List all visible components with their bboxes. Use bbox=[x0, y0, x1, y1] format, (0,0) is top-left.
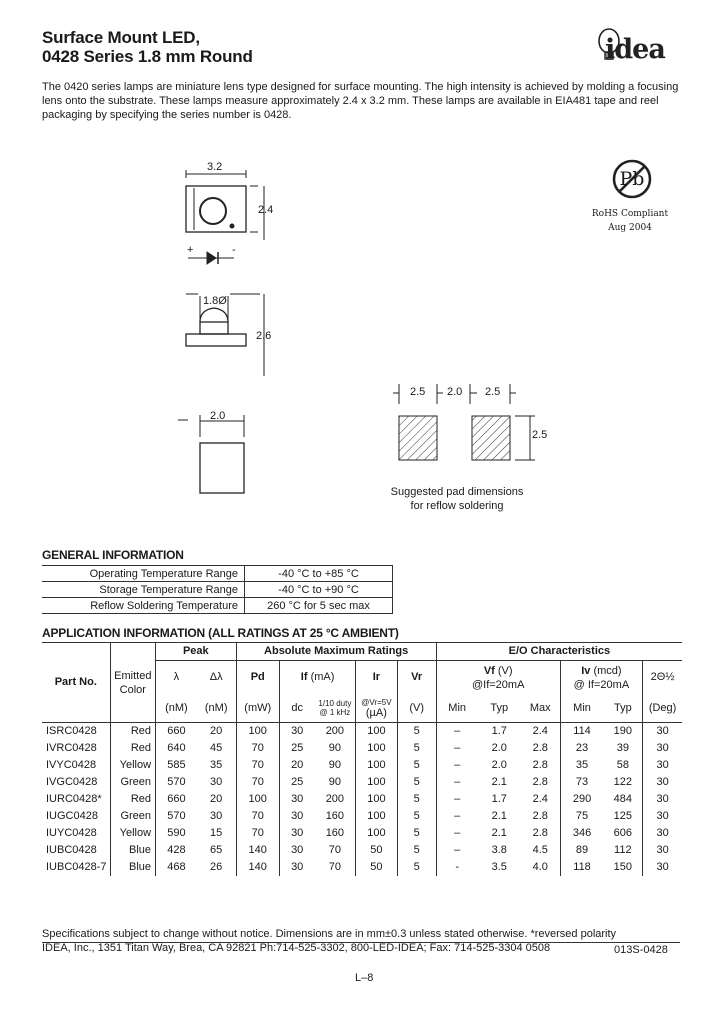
table-cell: 346 bbox=[572, 827, 592, 839]
pad-caption-2: for reflow soldering bbox=[410, 500, 504, 512]
pad-dim-right: 2.5 bbox=[485, 386, 501, 398]
table-row bbox=[42, 808, 682, 825]
table-cell: 2.8 bbox=[521, 740, 560, 757]
table-cell: 26 bbox=[197, 859, 236, 876]
general-label: Storage Temperature Range bbox=[42, 582, 245, 598]
table-cell: 23 bbox=[575, 742, 589, 754]
table-cell: 5 bbox=[397, 825, 436, 842]
table-cell: 15 bbox=[197, 825, 236, 842]
table-cell: - bbox=[455, 861, 459, 873]
table-cell: IUBC0428-7 bbox=[42, 859, 110, 876]
hdr-if bbox=[279, 661, 355, 695]
table-cell: 2.1 bbox=[491, 827, 507, 839]
table-row bbox=[42, 791, 682, 808]
table-row bbox=[42, 740, 682, 757]
table-cell: 122 bbox=[603, 774, 642, 791]
table-cell: – bbox=[454, 810, 461, 822]
table-cell: IVYC0428 bbox=[42, 757, 110, 774]
table-cell: 70 bbox=[314, 842, 355, 859]
table-cell: 58 bbox=[603, 757, 642, 774]
intro-paragraph: The 0420 series lamps are miniature lens type designed for surface mounting. The high intensity is achieved by molding a focusing lens onto the substrate. These lamps measure approximately 2.4 x 3.2 mm. These lamps are available in EIA481 tape and reel packaging by specifying the series number is 0428. bbox=[42, 81, 679, 121]
hdr-vf bbox=[436, 661, 560, 695]
table-cell: IUBC0428 bbox=[42, 842, 110, 859]
table-cell: 2.8 bbox=[521, 774, 560, 791]
rohs-compliant: RoHS Compliant bbox=[591, 209, 669, 219]
table-cell: 468 bbox=[167, 861, 186, 873]
hdr-emitted: Emitted bbox=[114, 669, 152, 682]
table-cell: 30 bbox=[643, 723, 682, 741]
unit-duty-2: @ 1 kHz bbox=[319, 708, 351, 718]
hdr-abs-max: Absolute Maximum Ratings bbox=[236, 643, 436, 661]
table-cell: 20 bbox=[291, 759, 304, 771]
polarity-minus: - bbox=[232, 244, 236, 256]
dim-top-width: 3.2 bbox=[207, 161, 223, 173]
hdr-vf-unit: (V) bbox=[497, 664, 513, 677]
unit-ir-2: (µA) bbox=[365, 707, 387, 720]
pad-dim-left: 2.5 bbox=[410, 386, 426, 398]
table-cell: 290 bbox=[572, 793, 592, 805]
hdr-pd: Pd bbox=[236, 661, 279, 695]
table-cell: 125 bbox=[603, 808, 642, 825]
table-cell: 30 bbox=[656, 861, 669, 873]
table-cell: 30 bbox=[656, 793, 669, 805]
general-value: 260 °C for 5 sec max bbox=[245, 598, 393, 614]
unit-vf-max: Max bbox=[521, 695, 560, 723]
table-cell: – bbox=[454, 793, 461, 805]
logo-text: idea bbox=[605, 34, 665, 65]
hdr-vf-cond: @If=20mA bbox=[471, 678, 525, 691]
table-cell: 5 bbox=[397, 757, 436, 774]
pad-dim-height: 2.5 bbox=[532, 429, 548, 441]
table-cell: 190 bbox=[603, 723, 642, 741]
unit-vf-typ: Typ bbox=[490, 701, 509, 714]
table-cell: Yellow bbox=[110, 757, 155, 774]
unit-deg: (Deg) bbox=[648, 701, 677, 714]
table-cell: 590 bbox=[167, 827, 186, 839]
table-cell: – bbox=[454, 742, 461, 754]
table-cell: 200 bbox=[314, 723, 355, 741]
table-cell: 100 bbox=[236, 723, 279, 741]
table-cell: 25 bbox=[291, 742, 304, 754]
general-heading: GENERAL INFORMATION bbox=[42, 548, 184, 562]
table-cell: IUGC0428 bbox=[42, 808, 110, 825]
table-cell: IVRC0428 bbox=[42, 740, 110, 757]
table-cell: 2.1 bbox=[491, 776, 507, 788]
table-cell: 428 bbox=[167, 844, 186, 856]
table-cell: 2.8 bbox=[521, 825, 560, 842]
table-cell: 2.8 bbox=[521, 808, 560, 825]
table-cell: 30 bbox=[656, 810, 669, 822]
hdr-part-no: Part No. bbox=[42, 643, 110, 723]
table-cell: 50 bbox=[356, 859, 397, 876]
table-cell: 89 bbox=[575, 844, 589, 856]
table-cell: Green bbox=[110, 808, 155, 825]
page-number: L–8 bbox=[355, 972, 374, 984]
table-cell: 606 bbox=[603, 825, 642, 842]
idea-logo bbox=[596, 24, 676, 70]
table-cell: 160 bbox=[314, 808, 355, 825]
table-cell: – bbox=[454, 827, 461, 839]
table-cell: 70 bbox=[314, 859, 355, 876]
hdr-lambda: λ bbox=[173, 671, 180, 684]
table-cell: 20 bbox=[197, 791, 236, 808]
table-cell: 30 bbox=[279, 723, 314, 741]
hdr-emitted-color bbox=[110, 643, 155, 723]
unit-iv-min: Min bbox=[573, 701, 591, 714]
title-line-2: 0428 Series 1.8 mm Round bbox=[42, 47, 253, 66]
dim-lens-dia: 1.8Ø bbox=[203, 295, 227, 307]
hdr-ir: Ir bbox=[356, 661, 397, 695]
footer-address: IDEA, Inc., 1351 Titan Way, Brea, CA 92821 Ph:714-525-3302, 800-LED-IDEA; Fax: 714-525-3304 0508 bbox=[42, 942, 551, 954]
table-cell: 70 bbox=[236, 825, 279, 842]
unit-lambda: (nM) bbox=[165, 701, 188, 714]
table-cell: 30 bbox=[291, 861, 304, 873]
table-cell: 90 bbox=[314, 757, 355, 774]
table-cell: 20 bbox=[197, 723, 236, 741]
table-cell: 5 bbox=[397, 842, 436, 859]
table-cell: 30 bbox=[291, 827, 304, 839]
table-cell: 30 bbox=[291, 810, 304, 822]
table-cell: 70 bbox=[236, 757, 279, 774]
table-cell: 30 bbox=[656, 827, 669, 839]
table-cell: Blue bbox=[110, 859, 155, 876]
table-cell: 5 bbox=[397, 723, 436, 741]
table-cell: 35 bbox=[197, 757, 236, 774]
pad-dim-gap: 2.0 bbox=[447, 386, 463, 398]
table-cell: IVGC0428 bbox=[42, 774, 110, 791]
hdr-iv-unit: (mcd) bbox=[593, 664, 622, 677]
table-cell: 660 bbox=[156, 723, 197, 741]
hdr-vr: Vr bbox=[397, 661, 436, 695]
table-cell: 45 bbox=[197, 740, 236, 757]
footer-doc-code: 013S-0428 bbox=[614, 944, 668, 956]
general-value: -40 °C to +85 °C bbox=[245, 566, 393, 582]
dim-top-height: 2.4 bbox=[258, 204, 274, 216]
table-cell: – bbox=[436, 723, 477, 741]
table-cell: 30 bbox=[656, 742, 669, 754]
unit-dlambda: (nM) bbox=[197, 695, 236, 723]
table-cell: 50 bbox=[356, 842, 397, 859]
table-cell: Red bbox=[110, 723, 155, 741]
table-cell: 100 bbox=[356, 825, 397, 842]
table-cell: 1.7 bbox=[478, 723, 521, 741]
application-rows bbox=[42, 723, 682, 877]
table-cell: 100 bbox=[356, 757, 397, 774]
footer-note: Specifications subject to change without notice. Dimensions are in mm±0.3 unless stated otherwise. *reversed polarity bbox=[42, 928, 617, 940]
table-row bbox=[42, 774, 682, 791]
general-row bbox=[42, 566, 393, 582]
table-cell: 35 bbox=[575, 759, 589, 771]
table-cell: 4.5 bbox=[521, 842, 560, 859]
table-cell: 114 bbox=[560, 723, 603, 741]
table-cell: Blue bbox=[110, 842, 155, 859]
table-cell: 150 bbox=[603, 859, 642, 876]
table-cell: 100 bbox=[356, 791, 397, 808]
hdr-iv-label: Iv bbox=[581, 664, 591, 677]
general-label: Reflow Soldering Temperature bbox=[42, 598, 245, 614]
unit-dc: dc bbox=[291, 701, 303, 714]
table-cell: – bbox=[454, 844, 461, 856]
table-cell: 30 bbox=[291, 844, 304, 856]
table-cell: 2.0 bbox=[491, 759, 507, 771]
general-value: -40 °C to +90 °C bbox=[245, 582, 393, 598]
table-cell: 30 bbox=[197, 774, 236, 791]
title-line-1: Surface Mount LED, bbox=[42, 28, 200, 47]
unit-ir bbox=[356, 695, 397, 723]
table-cell: 75 bbox=[575, 810, 589, 822]
table-cell: IURC0428* bbox=[42, 791, 110, 808]
unit-vr: (V) bbox=[397, 695, 436, 723]
application-table bbox=[42, 642, 682, 876]
table-cell: 30 bbox=[656, 776, 669, 788]
table-cell: 1.7 bbox=[491, 793, 507, 805]
dim-side-height: 2.6 bbox=[256, 330, 272, 342]
table-cell: 30 bbox=[197, 808, 236, 825]
table-cell: 30 bbox=[656, 759, 669, 771]
table-row bbox=[42, 825, 682, 842]
general-row bbox=[42, 582, 393, 598]
unit-iv-typ: Typ bbox=[603, 695, 642, 723]
unit-duty-1: 1/10 duty bbox=[318, 699, 352, 709]
table-cell: 70 bbox=[236, 740, 279, 757]
table-cell: 30 bbox=[291, 793, 304, 805]
table-cell: Red bbox=[110, 791, 155, 808]
table-cell: – bbox=[454, 776, 461, 788]
table-cell: 112 bbox=[603, 842, 642, 859]
hdr-iv bbox=[560, 661, 643, 695]
unit-vf-min: Min bbox=[448, 701, 467, 714]
hdr-color: Color bbox=[119, 683, 146, 696]
table-cell: 140 bbox=[236, 859, 279, 876]
table-cell: 2.1 bbox=[491, 810, 507, 822]
unit-duty bbox=[314, 695, 355, 723]
rohs-date: Aug 2004 bbox=[608, 223, 652, 233]
table-cell: 70 bbox=[236, 808, 279, 825]
table-cell: 570 bbox=[167, 810, 186, 822]
page-title bbox=[42, 28, 253, 66]
table-cell: 660 bbox=[167, 793, 186, 805]
rohs-pb-symbol: Pb bbox=[619, 168, 645, 190]
table-cell: 2.8 bbox=[521, 757, 560, 774]
unit-ir-1: @Vr=5V bbox=[361, 698, 392, 708]
table-row bbox=[42, 757, 682, 774]
hdr-iv-cond: @ If=20mA bbox=[573, 678, 630, 691]
table-cell: 90 bbox=[314, 774, 355, 791]
general-table bbox=[42, 565, 393, 614]
table-cell: 3.8 bbox=[491, 844, 507, 856]
table-cell: 118 bbox=[573, 861, 591, 873]
table-cell: 5 bbox=[397, 791, 436, 808]
table-row bbox=[42, 723, 682, 741]
table-cell: 73 bbox=[575, 776, 589, 788]
table-cell: 100 bbox=[356, 740, 397, 757]
table-cell: ISRC0428 bbox=[42, 723, 110, 741]
table-cell: 39 bbox=[603, 740, 642, 757]
table-cell: 5 bbox=[397, 808, 436, 825]
table-cell: 200 bbox=[314, 791, 355, 808]
dim-bottom-width: 2.0 bbox=[210, 410, 226, 422]
table-cell: 4.0 bbox=[521, 859, 560, 876]
table-cell: 3.5 bbox=[491, 861, 507, 873]
table-cell: Green bbox=[110, 774, 155, 791]
table-cell: 585 bbox=[167, 759, 186, 771]
hdr-theta: 2Θ½ bbox=[650, 671, 675, 684]
table-cell: 100 bbox=[356, 723, 397, 741]
table-cell: 30 bbox=[656, 844, 669, 856]
table-cell: 5 bbox=[397, 859, 436, 876]
table-row bbox=[42, 842, 682, 859]
general-label: Operating Temperature Range bbox=[42, 566, 245, 582]
hdr-peak: Peak bbox=[156, 643, 237, 661]
hdr-if-label: If bbox=[300, 671, 308, 684]
table-cell: Red bbox=[110, 740, 155, 757]
hdr-dlambda: Δλ bbox=[197, 661, 236, 695]
table-cell: 484 bbox=[603, 791, 642, 808]
table-cell: 5 bbox=[397, 774, 436, 791]
table-cell: 65 bbox=[197, 842, 236, 859]
table-cell: 5 bbox=[397, 740, 436, 757]
table-cell: 25 bbox=[291, 776, 304, 788]
polarity-plus: + bbox=[187, 244, 194, 256]
table-cell: 570 bbox=[167, 776, 186, 788]
pad-caption-1: Suggested pad dimensions bbox=[390, 486, 524, 498]
hdr-eo: E/O Characteristics bbox=[436, 643, 682, 661]
table-cell: 160 bbox=[314, 825, 355, 842]
table-cell: IUYC0428 bbox=[42, 825, 110, 842]
table-cell: 2.4 bbox=[521, 791, 560, 808]
general-row bbox=[42, 598, 393, 614]
table-cell: 100 bbox=[236, 791, 279, 808]
table-cell: – bbox=[454, 759, 461, 771]
table-cell: 90 bbox=[314, 740, 355, 757]
hdr-vf-label: Vf bbox=[483, 664, 495, 677]
application-heading: APPLICATION INFORMATION (ALL RATINGS AT 25 °C AMBIENT) bbox=[42, 626, 399, 640]
table-cell: 2.4 bbox=[521, 723, 560, 741]
table-cell: 640 bbox=[167, 742, 186, 754]
table-cell: Yellow bbox=[110, 825, 155, 842]
table-cell: 100 bbox=[356, 774, 397, 791]
package-drawing bbox=[170, 150, 300, 385]
table-cell: 100 bbox=[356, 808, 397, 825]
hdr-if-unit: (mA) bbox=[310, 671, 335, 684]
table-cell: 140 bbox=[236, 842, 279, 859]
unit-pd: (mW) bbox=[236, 695, 279, 723]
table-cell: 2.0 bbox=[491, 742, 507, 754]
table-cell: 70 bbox=[236, 774, 279, 791]
table-row bbox=[42, 859, 682, 876]
